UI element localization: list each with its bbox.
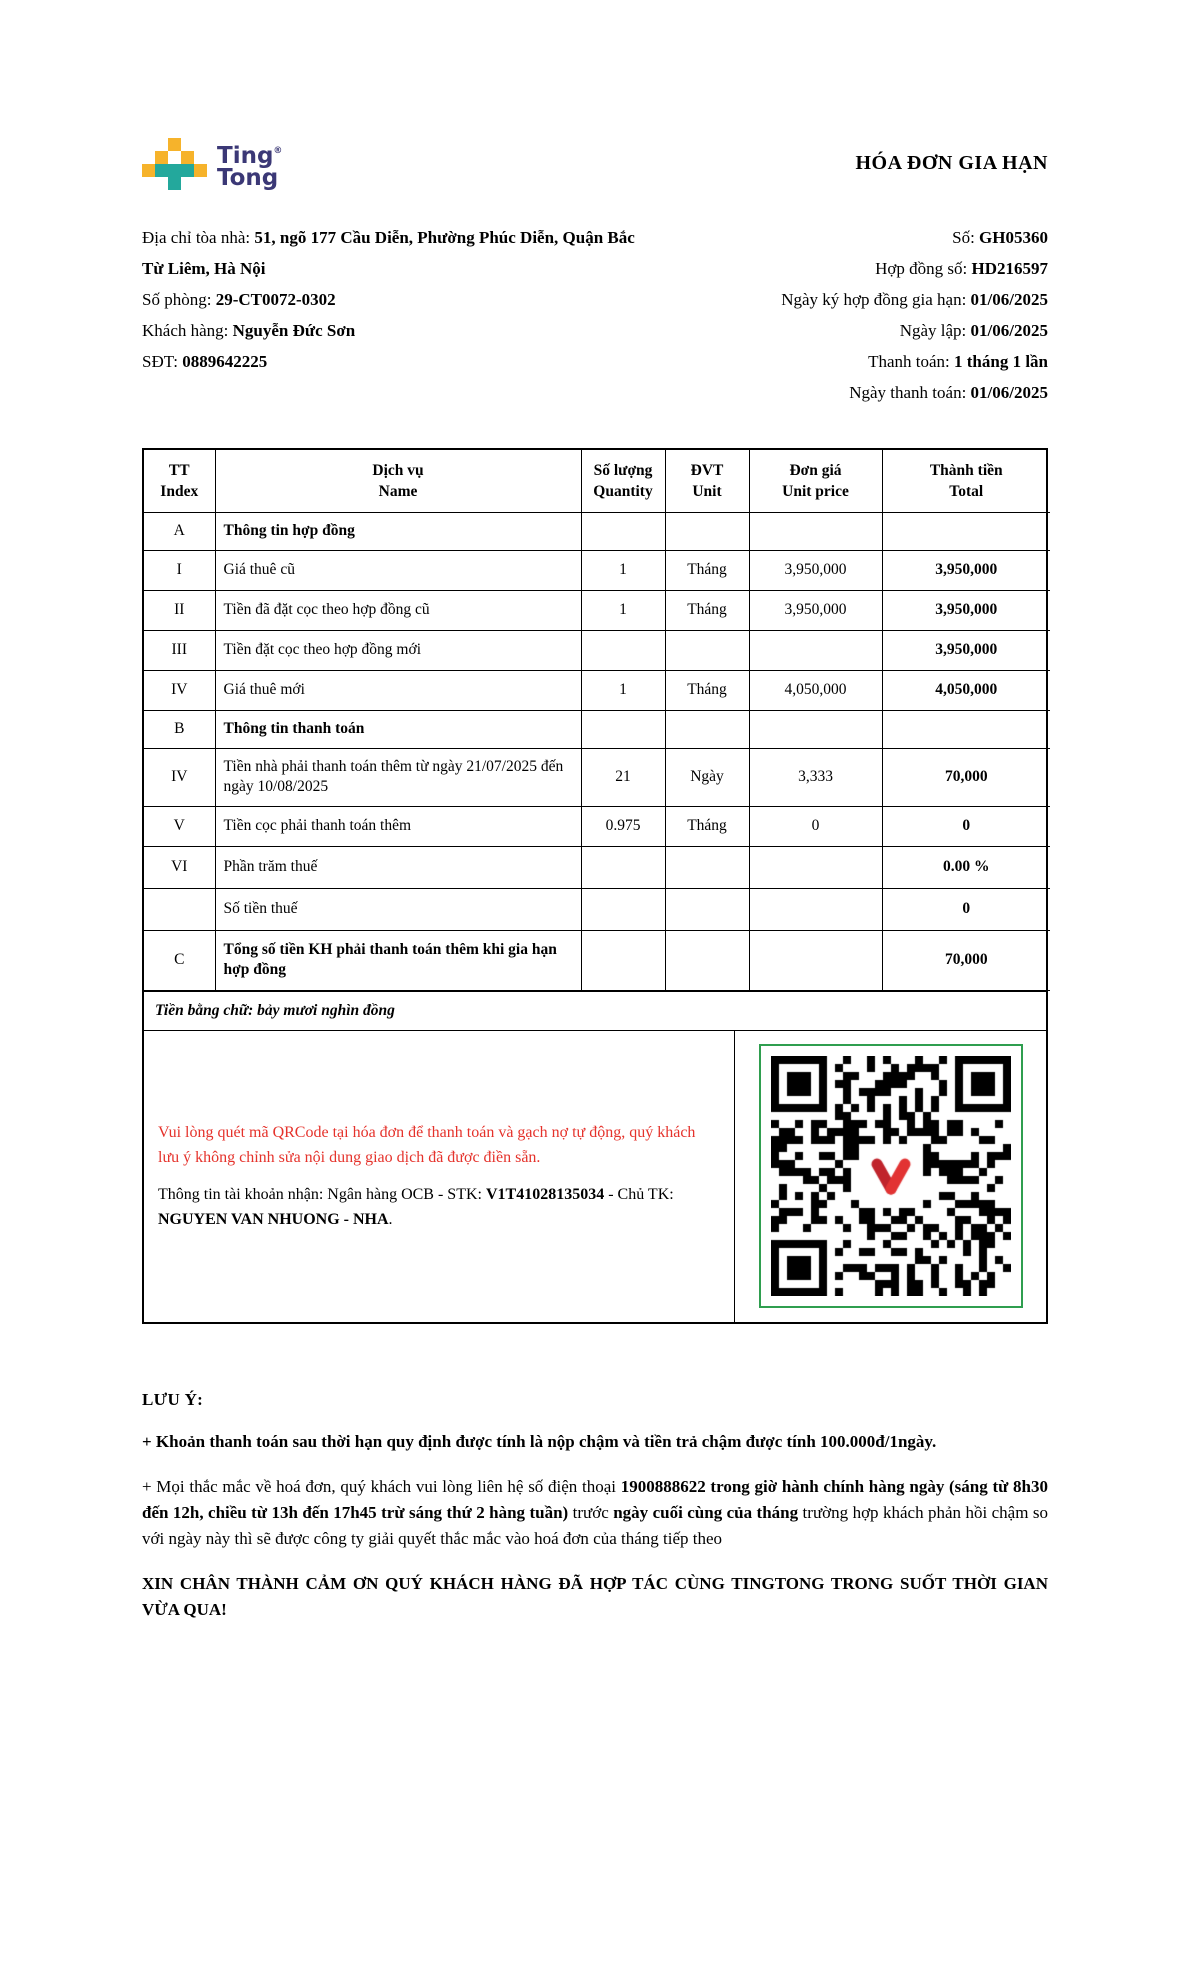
column-header: TT Index	[144, 450, 215, 512]
cell-unit: Tháng	[665, 590, 749, 630]
cell-unit: Ngày	[665, 748, 749, 806]
tingtong-logo	[142, 138, 282, 190]
cell-unit	[665, 710, 749, 748]
cell-index: IV	[144, 748, 215, 806]
amount-in-words: Tiền bằng chữ: bảy mươi nghìn đồng	[144, 991, 1046, 1030]
table-row	[144, 550, 1050, 590]
column-header: ĐVT Unit	[665, 450, 749, 512]
logo-pixel	[168, 164, 181, 177]
cell-total	[882, 512, 1050, 550]
late-payment-note	[142, 1429, 1048, 1455]
table-row	[144, 888, 1050, 930]
tingtong-wordmark	[217, 140, 282, 189]
text-segment: 1900888622 trong giờ hành chính hàng ngày (sáng từ 8h30 đến 12h, chiều từ 13h đến 17h45 trừ sáng thứ 2 hàng tuần)	[142, 1476, 1048, 1522]
info-line: Địa chỉ tòa nhà: 51, ngõ 177 Cầu Diễn, Phường Phúc Diễn, Quận Bắc Từ Liêm, Hà Nội	[142, 228, 635, 278]
logo-pixel	[155, 151, 168, 164]
cell-unit	[665, 930, 749, 990]
cell-unit	[665, 630, 749, 670]
meta-line: Ngày ký hợp đồng gia hạn: 01/06/2025	[781, 290, 1048, 309]
cell-service-name: Tổng số tiền KH phải thanh toán thêm khi gia hạn hợp đồng	[215, 930, 581, 990]
table-row	[144, 512, 1050, 550]
meta-line: Thanh toán: 1 tháng 1 lần	[868, 352, 1048, 371]
text-segment: + Khoản thanh toán sau thời hạn quy định được tính là nộp chậm và tiền trả chậm được tính 100.000đ/1ngày.	[142, 1431, 937, 1451]
invoice-meta-block	[657, 222, 1048, 408]
text-segment: .	[388, 1211, 393, 1228]
cell-quantity	[581, 846, 665, 888]
cell-total: 70,000	[882, 930, 1050, 990]
logo-pixel	[181, 151, 194, 164]
meta-line: Hợp đồng số: HD216597	[875, 259, 1048, 278]
table-row	[144, 710, 1050, 748]
cell-unit: Tháng	[665, 806, 749, 846]
logo-pixel	[168, 151, 181, 164]
cell-service-name: Phần trăm thuế	[215, 846, 581, 888]
logo-pixel	[155, 164, 168, 177]
logo-pixel	[181, 138, 194, 151]
cell-quantity	[581, 930, 665, 990]
logo-pixel	[142, 164, 155, 177]
cell-unit	[665, 512, 749, 550]
logo-pixel	[194, 151, 207, 164]
cell-quantity	[581, 630, 665, 670]
info-line: Số phòng: 29-CT0072-0302	[142, 290, 336, 309]
cell-quantity	[581, 512, 665, 550]
cell-total: 3,950,000	[882, 630, 1050, 670]
cell-quantity: 1	[581, 670, 665, 710]
logo-pixel	[142, 177, 155, 190]
cell-unit-price	[749, 710, 882, 748]
tingtong-logo-icon	[142, 138, 207, 190]
cell-unit: Tháng	[665, 550, 749, 590]
footer-notes	[142, 1390, 1048, 1623]
cell-index: IV	[144, 670, 215, 710]
logo-pixel	[194, 138, 207, 151]
meta-line: Số: GH05360	[952, 228, 1048, 247]
cell-unit	[665, 846, 749, 888]
cell-unit-price	[749, 930, 882, 990]
logo-pixel	[142, 138, 155, 151]
hotline-note	[142, 1474, 1048, 1552]
column-header: Số lượng Quantity	[581, 450, 665, 512]
cell-unit-price: 4,050,000	[749, 670, 882, 710]
cell-service-name: Thông tin hợp đồng	[215, 512, 581, 550]
cell-index: III	[144, 630, 215, 670]
cell-total: 3,950,000	[882, 550, 1050, 590]
cell-service-name: Thông tin thanh toán	[215, 710, 581, 748]
registered-mark: ®	[273, 145, 283, 156]
text-segment: trước	[568, 1502, 614, 1522]
cell-quantity: 0.975	[581, 806, 665, 846]
logo-pixel	[168, 177, 181, 190]
text-segment: NGUYEN VAN NHUONG - NHA	[158, 1211, 389, 1228]
text-segment: V1T41028135034	[485, 1186, 605, 1203]
customer-info-block	[142, 222, 657, 408]
column-header: Đơn giá Unit price	[749, 450, 882, 512]
meta-line: Ngày lập: 01/06/2025	[899, 321, 1048, 340]
cell-index: I	[144, 550, 215, 590]
qr-code-cell	[734, 1031, 1046, 1322]
column-header: Dịch vụ Name	[215, 450, 581, 512]
text-segment: XIN CHÂN THÀNH CẢM ƠN QUÝ KHÁCH HÀNG ĐÃ HỢP TÁC CÙNG TINGTONG TRONG SUỐT THỜI GIAN VỪA QUA!	[142, 1573, 1048, 1619]
table-row	[144, 630, 1050, 670]
wordmark-line1: Ting	[217, 142, 274, 169]
cell-index	[144, 888, 215, 930]
text-segment: Thông tin tài khoản nhận: Ngân hàng OCB - STK:	[158, 1186, 486, 1203]
cell-service-name: Giá thuê mới	[215, 670, 581, 710]
thank-you-note	[142, 1571, 1048, 1623]
cell-unit-price: 0	[749, 806, 882, 846]
cell-quantity	[581, 888, 665, 930]
cell-quantity: 21	[581, 748, 665, 806]
text-segment: ngày cuối cùng của tháng	[613, 1502, 799, 1522]
logo-pixel	[168, 138, 181, 151]
text-segment: + Mọi thắc mắc về hoá đơn, quý khách vui lòng liên hệ số điện thoại	[142, 1476, 621, 1496]
table-row	[144, 670, 1050, 710]
cell-unit-price: 3,950,000	[749, 550, 882, 590]
meta-line: Ngày thanh toán: 01/06/2025	[849, 383, 1048, 402]
cell-unit-price: 3,950,000	[749, 590, 882, 630]
table-row	[144, 846, 1050, 888]
payment-instructions-cell	[144, 1031, 734, 1322]
cell-unit-price: 3,333	[749, 748, 882, 806]
cell-service-name: Số tiền thuế	[215, 888, 581, 930]
cell-index: VI	[144, 846, 215, 888]
invoice-table	[144, 450, 1050, 991]
cell-index: II	[144, 590, 215, 630]
table-row	[144, 930, 1050, 990]
cell-unit: Tháng	[665, 670, 749, 710]
cell-index: V	[144, 806, 215, 846]
info-line: SĐT: 0889642225	[142, 352, 268, 371]
logo-pixel	[155, 177, 168, 190]
wordmark-line2: Tong	[217, 164, 279, 191]
cell-index: B	[144, 710, 215, 748]
table-row	[144, 806, 1050, 846]
cell-service-name: Tiền nhà phải thanh toán thêm từ ngày 21/07/2025 đến ngày 10/08/2025	[215, 748, 581, 806]
parties-info	[142, 222, 1048, 408]
cell-total: 0.00 %	[882, 846, 1050, 888]
cell-service-name: Tiền đặt cọc theo hợp đồng mới	[215, 630, 581, 670]
qr-code-frame	[759, 1044, 1023, 1308]
logo-pixel	[194, 164, 207, 177]
text-segment: Vui lòng quét mã QRCode tại hóa đơn để thanh toán và gạch nợ tự động, quý khách lưu ý không chỉnh sửa nội dung giao dịch đã được điền sẵn.	[158, 1124, 696, 1166]
cell-quantity: 1	[581, 550, 665, 590]
cell-unit-price	[749, 630, 882, 670]
table-row	[144, 590, 1050, 630]
cell-quantity: 1	[581, 590, 665, 630]
bank-account-line	[158, 1182, 720, 1232]
invoice-header	[142, 138, 1048, 190]
logo-pixel	[155, 138, 168, 151]
invoice-page	[142, 138, 1048, 1623]
cell-total: 0	[882, 806, 1050, 846]
cell-unit-price	[749, 846, 882, 888]
logo-pixel	[194, 177, 207, 190]
cell-total	[882, 710, 1050, 748]
qr-code	[771, 1056, 1011, 1296]
logo-pixel	[181, 177, 194, 190]
qr-instruction-note	[158, 1120, 720, 1170]
table-row	[144, 748, 1050, 806]
cell-quantity	[581, 710, 665, 748]
text-segment: - Chủ TK:	[604, 1186, 674, 1203]
invoice-table-container	[142, 448, 1048, 1324]
cell-unit-price	[749, 512, 882, 550]
notes-heading: LƯU Ý:	[142, 1389, 204, 1409]
cell-service-name: Tiền đã đặt cọc theo hợp đồng cũ	[215, 590, 581, 630]
cell-unit-price	[749, 888, 882, 930]
cell-total: 70,000	[882, 748, 1050, 806]
cell-unit	[665, 888, 749, 930]
cell-total: 3,950,000	[882, 590, 1050, 630]
logo-pixel	[181, 164, 194, 177]
column-header: Thành tiền Total	[882, 450, 1050, 512]
document-title: HÓA ĐƠN GIA HẠN	[855, 152, 1048, 174]
cell-total: 0	[882, 888, 1050, 930]
info-line: Khách hàng: Nguyễn Đức Sơn	[142, 321, 356, 340]
payment-section	[144, 1030, 1046, 1322]
cell-service-name: Giá thuê cũ	[215, 550, 581, 590]
cell-service-name: Tiền cọc phải thanh toán thêm	[215, 806, 581, 846]
text-segment: trường hợp khách phản hồi chậm so với ngày này thì sẽ được công ty giải quyết thắc mắc vào hoá đơn của tháng tiếp theo	[142, 1502, 1048, 1548]
cell-total: 4,050,000	[882, 670, 1050, 710]
cell-index: C	[144, 930, 215, 990]
logo-pixel	[142, 151, 155, 164]
cell-index: A	[144, 512, 215, 550]
